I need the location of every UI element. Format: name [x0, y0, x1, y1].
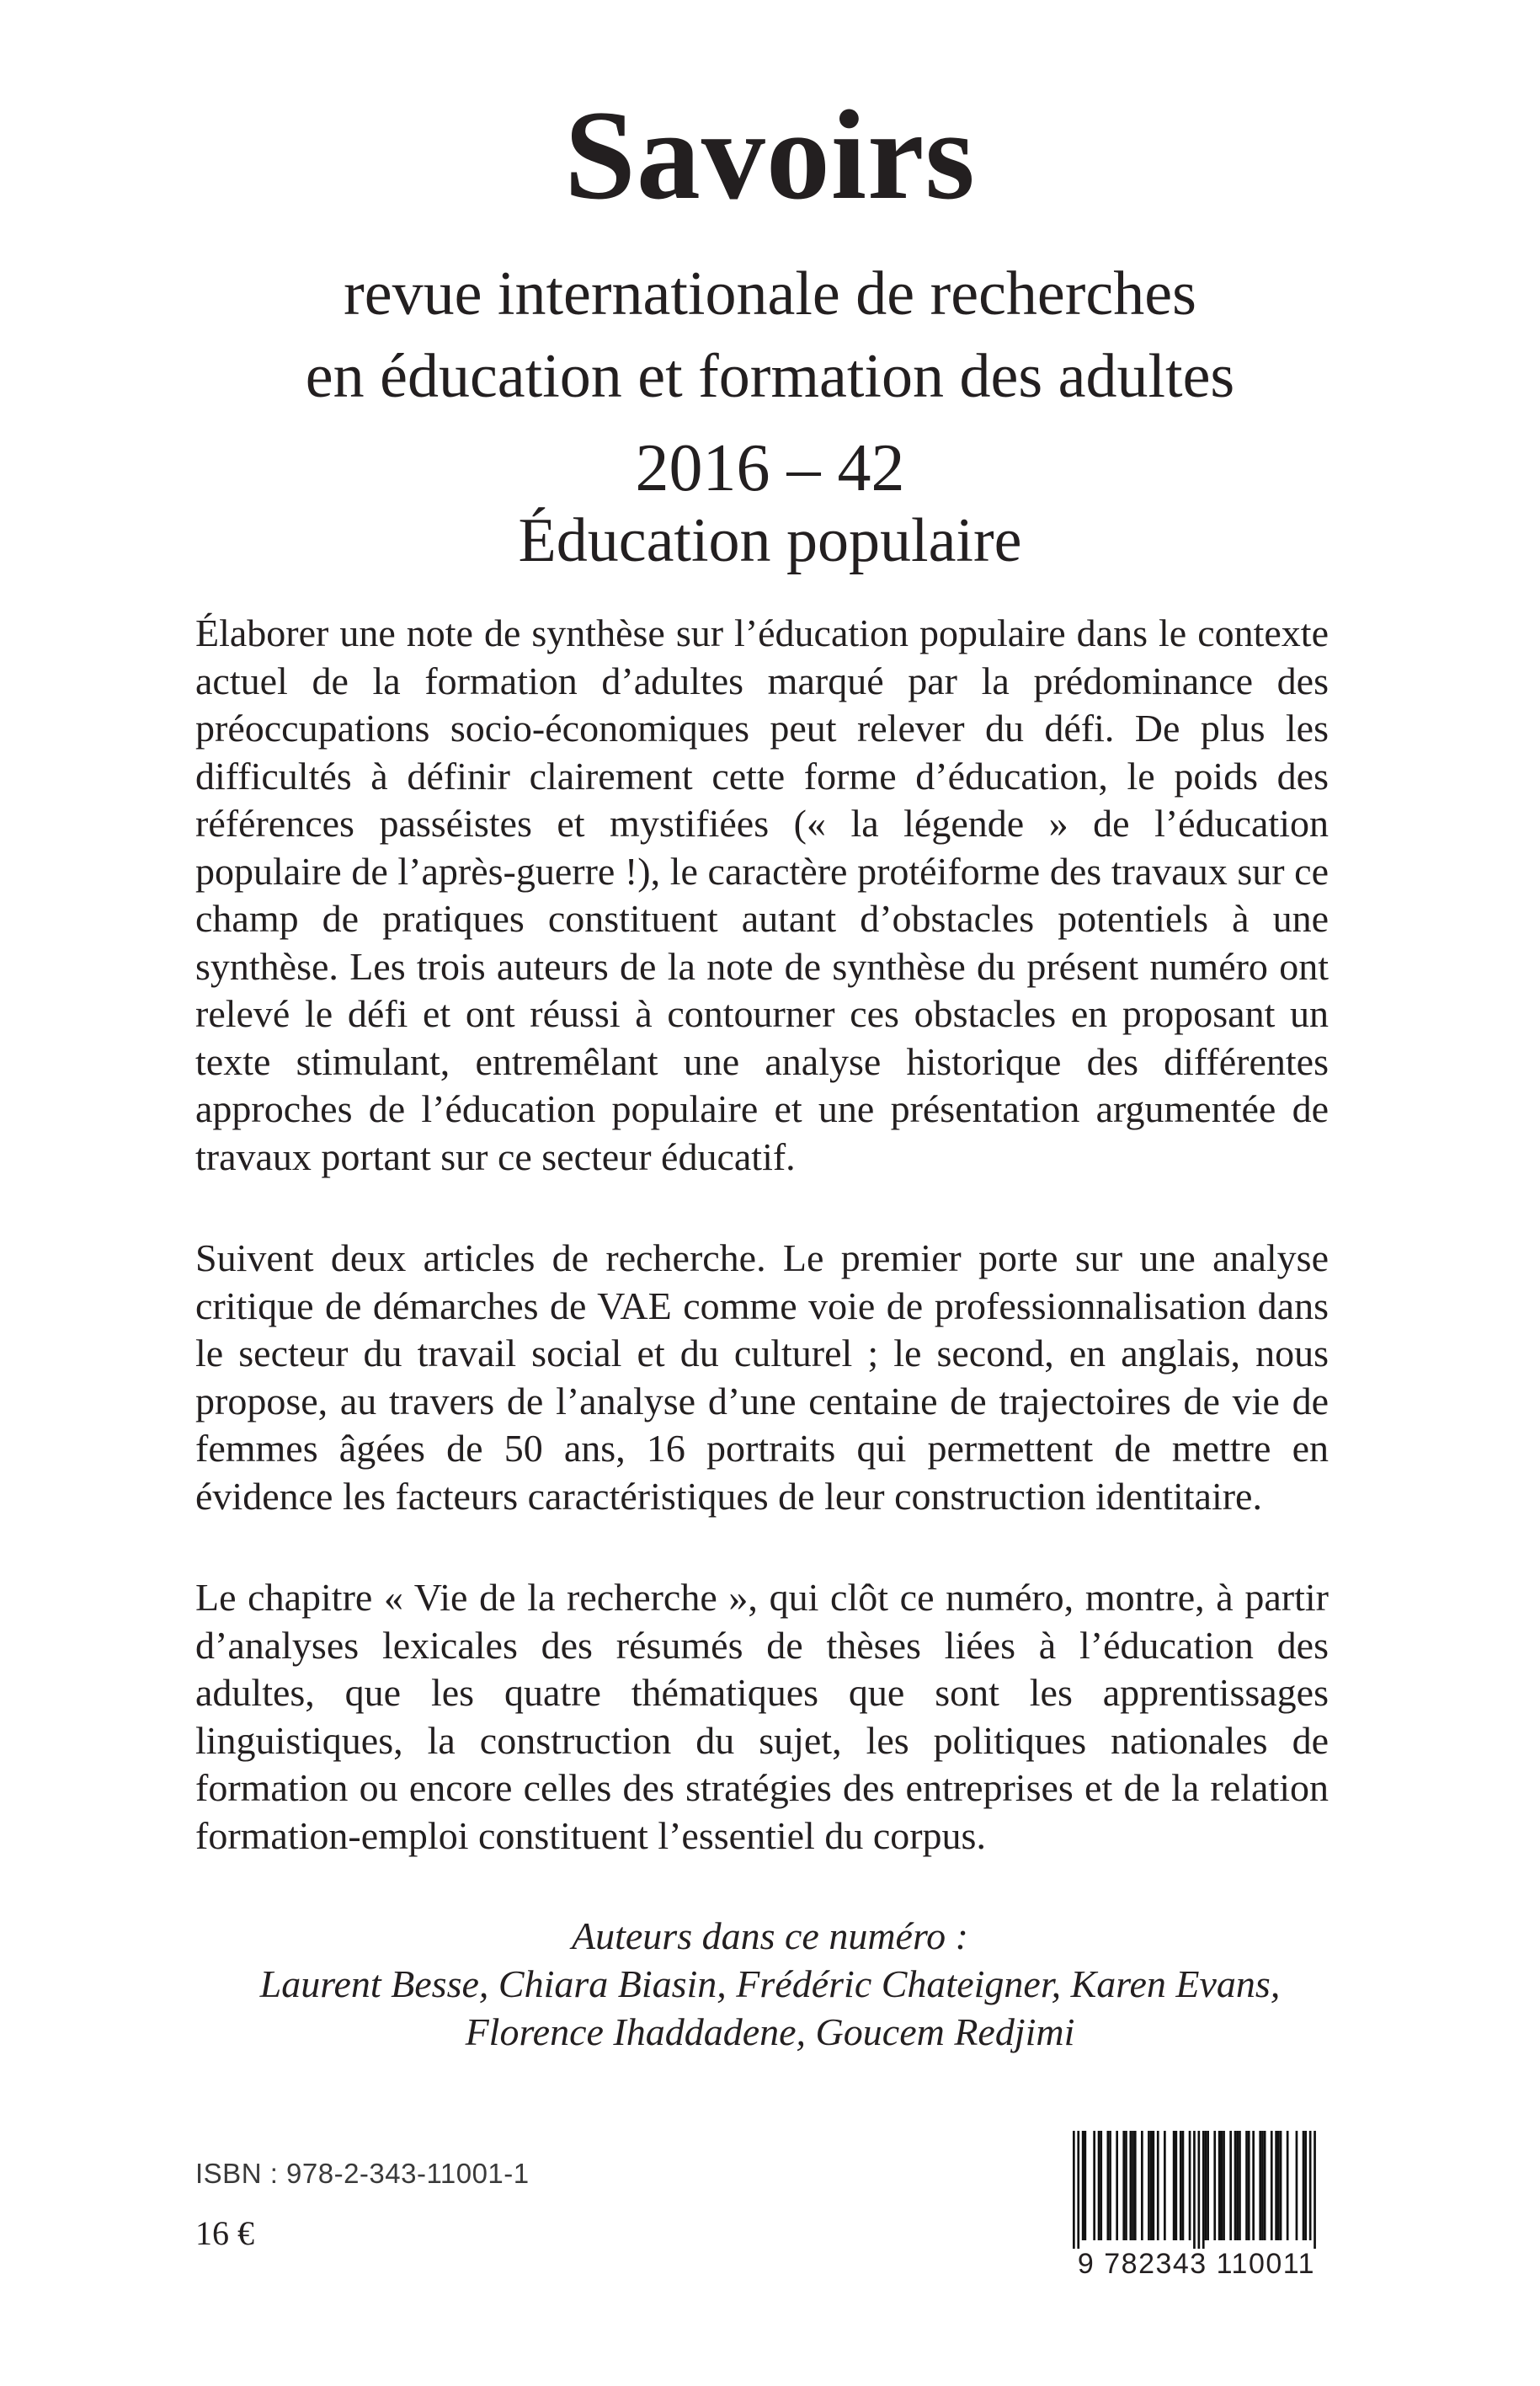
barcode-bar	[1309, 2131, 1312, 2240]
barcode-bar	[1093, 2131, 1095, 2240]
barcode-bar	[1148, 2131, 1150, 2240]
barcode-bar	[1130, 2131, 1132, 2240]
authors-line-2: Florence Ihaddadene, Goucem Redjimi	[465, 2010, 1075, 2053]
barcode-bar	[1125, 2131, 1127, 2240]
summary-paragraph-3: Le chapitre « Vie de la recherche », qui clôt ce numéro, montre, à partir d’analyses lexicales des résumés de thèses liées à l’éducation des adultes, que les quatre thématiques que sont les apprentissages linguistiques, la construction du sujet, les politiques nationales de formation ou encore celles des stratégies des entreprises et de la relation formation-emploi constituent l’essentiel du corpus.	[195, 1576, 1329, 1857]
barcode-bar	[1223, 2131, 1225, 2240]
barcode-bar	[1261, 2131, 1264, 2240]
barcode-bar	[1073, 2131, 1075, 2249]
issue-number: 2016 – 42	[635, 431, 905, 505]
barcode-bar	[1116, 2131, 1118, 2240]
barcode-bar	[1239, 2131, 1241, 2240]
summary-paragraph-2: Suivent deux articles de recherche. Le premier porte sur une analyse critique de démarches de VAE comme voie de professionnalisation dans le secteur du travail social et du culturel ; le second, en anglais, nous propose, au travers de l’analyse d’une centaine de trajectoires de vie de femmes âgées de 50 ans, 16 portraits qui permettent de mettre en évidence les facteurs caractéristiques de leur construction identitaire.	[195, 1236, 1329, 1518]
barcode-bar	[1236, 2131, 1239, 2240]
authors-heading: Auteurs dans ce numéro :	[572, 1914, 968, 1957]
barcode-bar	[1229, 2131, 1232, 2240]
barcode-bar	[1234, 2131, 1237, 2240]
barcode-bar	[1098, 2131, 1100, 2240]
barcode-bar	[1205, 2131, 1207, 2240]
journal-subtitle	[0, 253, 1540, 418]
barcode-bar	[1271, 2131, 1273, 2240]
barcode-bars	[1066, 2131, 1327, 2249]
barcode-bar	[1157, 2131, 1159, 2240]
barcode-bar	[1109, 2131, 1111, 2240]
barcode-bar	[1182, 2131, 1185, 2240]
issue-theme: Éducation populaire	[518, 506, 1022, 575]
barcode-bar	[1077, 2131, 1079, 2249]
barcode-bar	[1304, 2131, 1307, 2240]
barcode-bar	[1221, 2131, 1223, 2240]
barcode-bar	[1164, 2131, 1166, 2240]
barcode-bar	[1303, 2131, 1305, 2240]
barcode-bar	[1107, 2131, 1110, 2240]
barcode-bar	[1245, 2131, 1248, 2240]
barcode-bar	[1189, 2131, 1191, 2240]
barcode-bar	[1141, 2131, 1143, 2240]
barcode-bar	[1264, 2131, 1266, 2240]
barcode-bar	[1084, 2131, 1087, 2240]
barcode-bar	[1202, 2131, 1205, 2249]
barcode-bar	[1296, 2131, 1298, 2240]
price: 16 €	[195, 2214, 254, 2252]
barcode-bar	[1180, 2131, 1182, 2240]
barcode-bar	[1100, 2131, 1102, 2240]
barcode-bar	[1207, 2131, 1209, 2240]
authors-line-1: Laurent Besse, Chiara Biasin, Frédéric Chateigner, Karen Evans,	[259, 1962, 1281, 2005]
journal-title: Savoirs	[564, 84, 976, 226]
barcode	[1066, 2131, 1327, 2281]
barcode-bar	[1248, 2131, 1250, 2240]
barcode-bar	[1082, 2131, 1084, 2240]
barcode-bar	[1277, 2131, 1280, 2240]
barcode-bar	[1122, 2131, 1125, 2240]
subtitle-line-1: revue internationale de recherches	[344, 259, 1196, 328]
barcode-bar	[1287, 2131, 1289, 2240]
barcode-bar	[1193, 2131, 1196, 2249]
authors-block	[0, 1912, 1540, 2056]
barcode-bar	[1275, 2131, 1277, 2240]
barcode-bar	[1314, 2131, 1316, 2249]
summary-paragraph-1: Élaborer une note de synthèse sur l’éducation populaire dans le contexte actuel de la formation d’adultes marqué par la prédominance des préoccupations socio-économiques peut relever du défi. De plus les difficultés à définir clairement cette forme d’éducation, le poids des références passéistes et mystifiées (« la légende » de l’éducation populaire de l’après-guerre !), le caractère protéiforme des travaux sur ce champ de pratiques constituent autant d’obstacles potentiels à une synthèse. Les trois auteurs de la note de synthèse du présent numéro ont relevé le défi et ont réussi à contourner ces obstacles en proposant un texte stimulant, entremêlant une analyse historique des différentes approches de l’éducation populaire et une présentation argumentée de travaux portant sur ce secteur éducatif.	[195, 611, 1329, 1178]
barcode-bar	[1218, 2131, 1221, 2240]
summary-text	[195, 610, 1329, 1914]
barcode-bar	[1198, 2131, 1201, 2249]
subtitle-line-2: en éducation et formation des adultes	[305, 342, 1235, 411]
barcode-bar	[1132, 2131, 1134, 2240]
isbn: ISBN : 978-2-343-11001-1	[195, 2158, 530, 2189]
barcode-bar	[1175, 2131, 1178, 2240]
barcode-bar	[1259, 2131, 1261, 2240]
barcode-bar	[1153, 2131, 1155, 2240]
barcode-bar	[1150, 2131, 1153, 2240]
barcode-digits: 9 782343 110011	[1077, 2248, 1316, 2280]
barcode-bar	[1252, 2131, 1255, 2240]
barcode-bar	[1173, 2131, 1175, 2240]
barcode-bar	[1134, 2131, 1137, 2240]
barcode-bar	[1280, 2131, 1282, 2240]
barcode-bar	[1213, 2131, 1216, 2240]
